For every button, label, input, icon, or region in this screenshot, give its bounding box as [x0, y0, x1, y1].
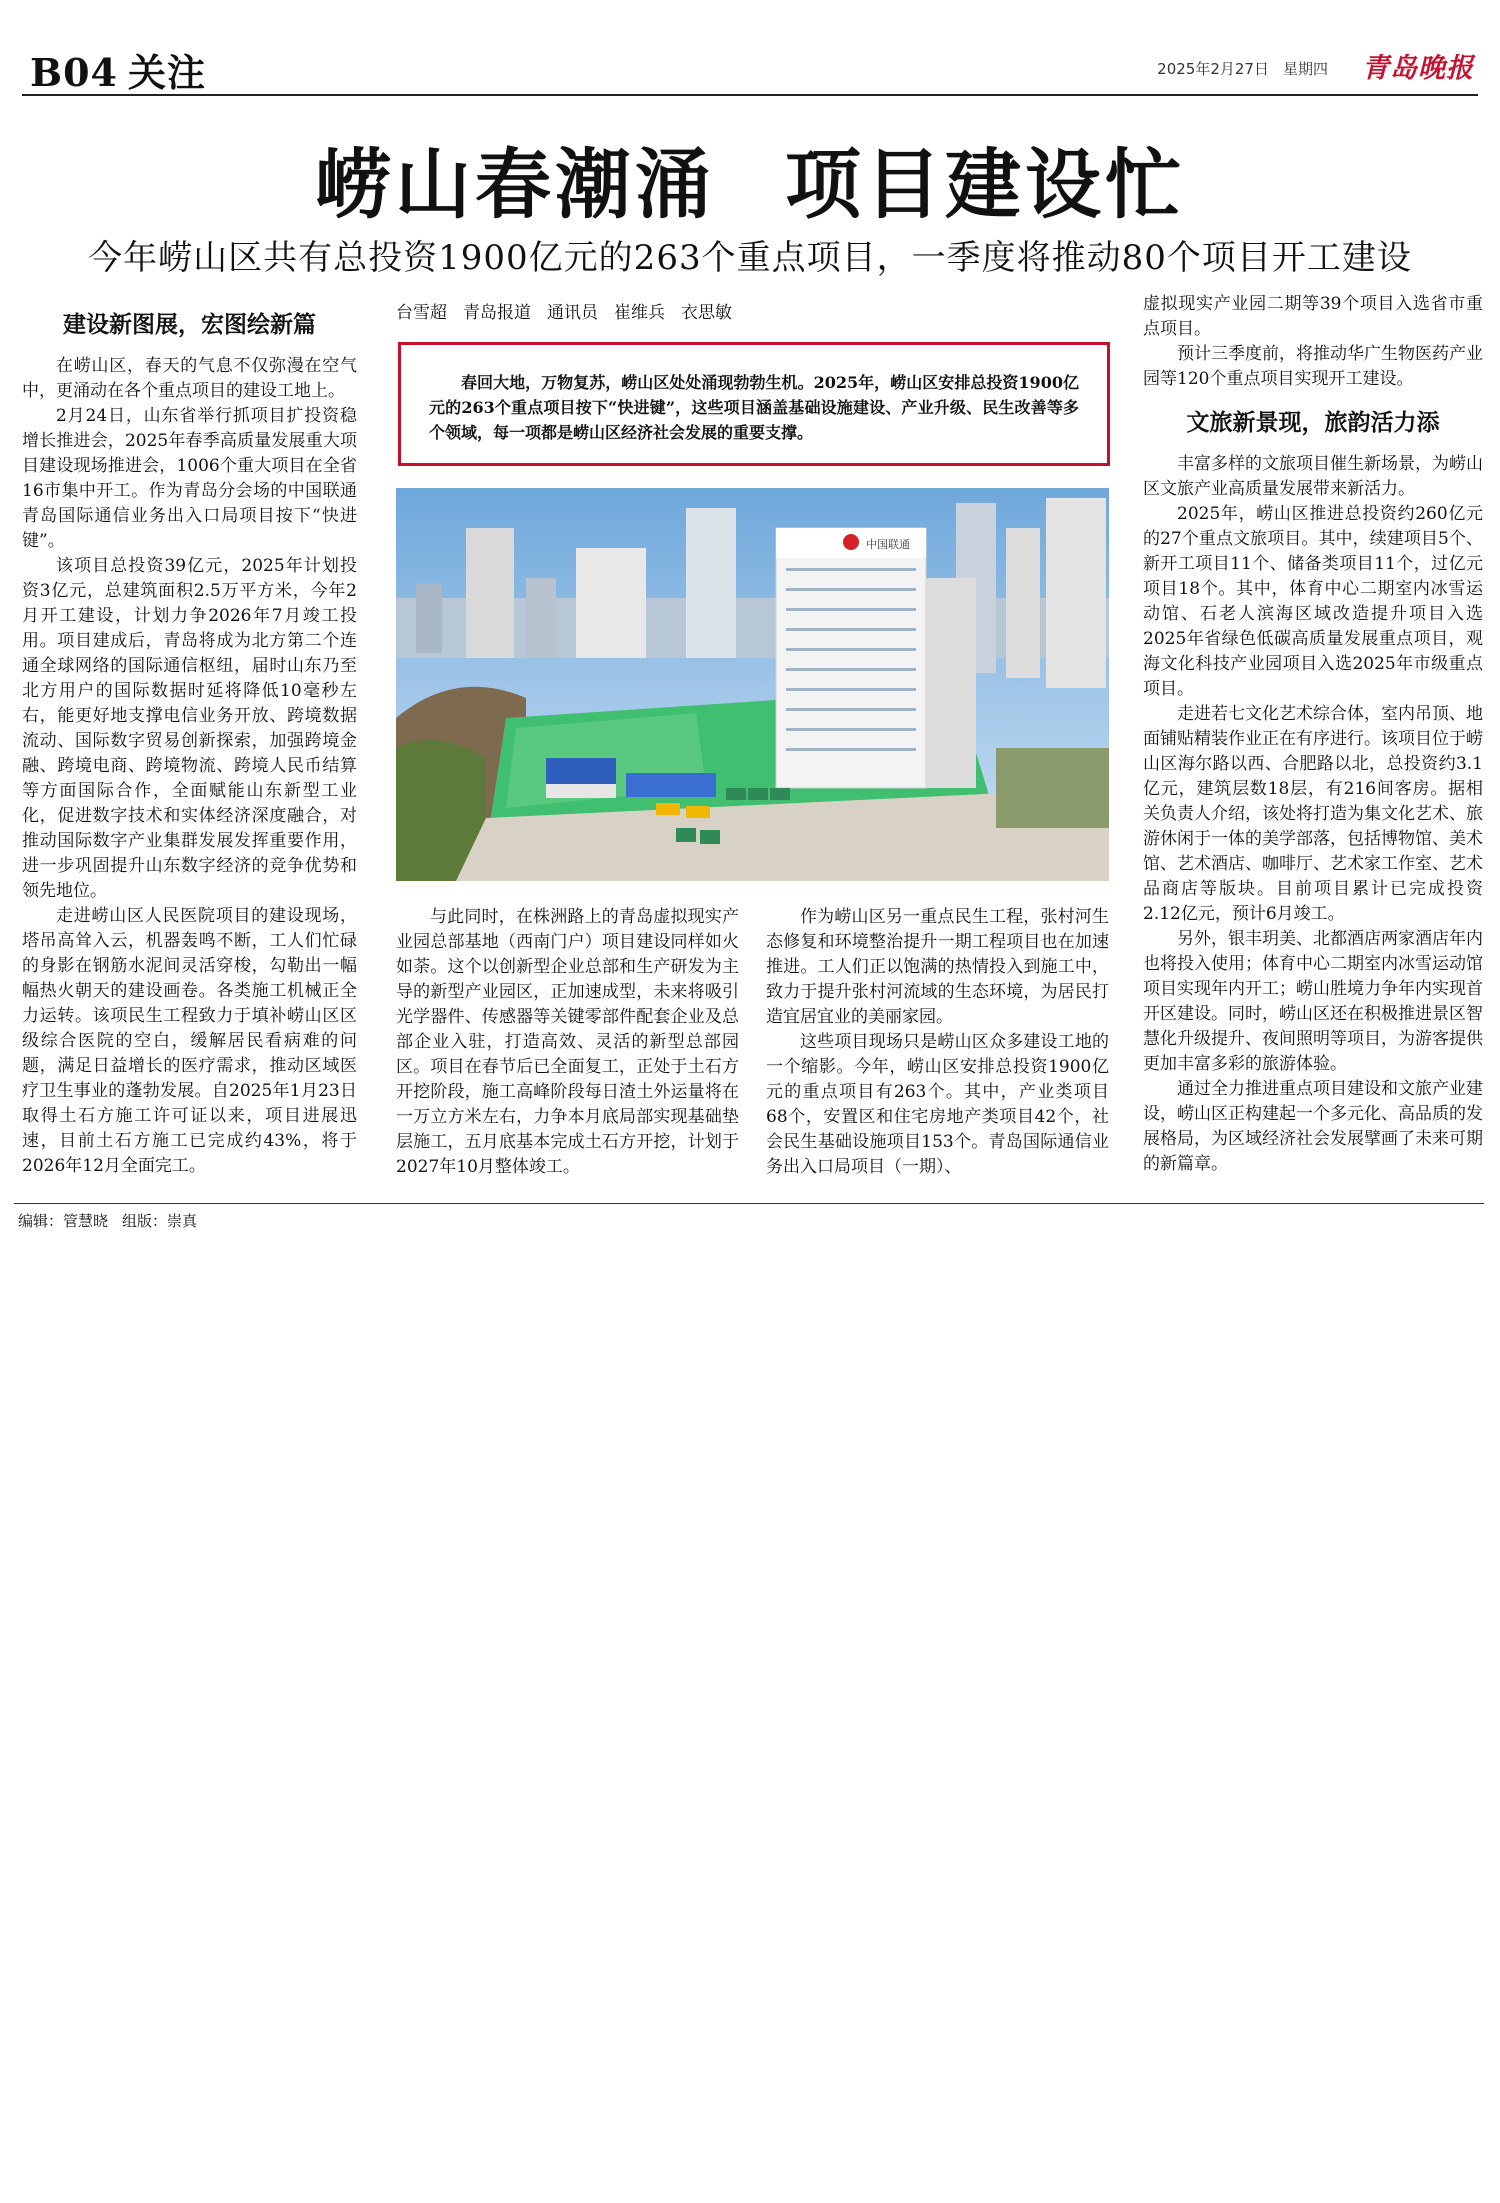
- byline-role: 通讯员: [547, 303, 598, 323]
- lead-box: [398, 342, 1110, 466]
- paragraph: 这些项目现场只是崂山区众多建设工地的一个缩影。今年，崂山区安排总投资1900亿元的重点项目有263个。其中，产业类项目68个，安置区和住宅房地产类项目42个，社会民生基础设施项目153个。青岛国际通信业务出入口局项目（一期）、: [766, 1032, 1109, 1177]
- section-name: 关注: [128, 50, 207, 95]
- section-heading-culture-tourism: 文旅新景现，旅韵活力添: [1186, 409, 1440, 436]
- layout-credit: 组版：崇真: [122, 1212, 198, 1230]
- editor-credit: 编辑：管慧晓: [18, 1212, 109, 1230]
- headline-part-1: 崂山春潮涌: [315, 140, 715, 229]
- page-footer: [18, 1210, 211, 1231]
- headline: [0, 124, 1500, 233]
- paragraph: 走进若七文化艺术综合体，室内吊顶、地面铺贴精装作业正在有序进行。该项目位于崂山区海尔路以西、合肥路以北，总投资约3.1亿元，建筑层数18层，有216间客房。据相关负责人介绍，该处将打造为集文化艺术、旅游休闲于一体的美学部落，包括博物馆、美术馆、艺术酒店、咖啡厅、艺术家工作室、艺术品商店等版块。目前项目累计已完成投资2.12亿元，预计6月竣工。: [1143, 704, 1483, 924]
- paragraph: 在崂山区，春天的气息不仅弥漫在空气中，更涌动在各个重点项目的建设工地上。: [22, 356, 357, 401]
- column-1: [22, 306, 357, 1179]
- column-3: [766, 905, 1109, 1180]
- headline-part-2: 项目建设忙: [785, 140, 1185, 229]
- section-heading-construction: 建设新图展，宏图绘新篇: [63, 311, 316, 338]
- page-label: [30, 42, 206, 97]
- paragraph: 2025年，崂山区推进总投资约260亿元的27个重点文旅项目。其中，续建项目5个、新开工项目11个、储备类项目11个，过亿元项目18个。其中，体育中心二期室内冰雪运动馆、石老人滨海区域改造提升项目入选2025年省绿色低碳高质量发展重点项目，观海文化科技产业园项目入选2025年市级重点项目。: [1143, 504, 1483, 699]
- byline-source: 青岛报道: [463, 303, 531, 323]
- paragraph: 预计三季度前，将推动华广生物医药产业园等120个重点项目实现开工建设。: [1143, 344, 1483, 389]
- subheadline: 今年崂山区共有总投资1900亿元的263个重点项目，一季度将推动80个项目开工建设: [88, 238, 1412, 278]
- paragraph: 作为崂山区另一重点民生工程，张村河生态修复和环境整治提升一期工程项目也在加速推进。工人们正以饱满的热情投入到施工中，致力于提升张村河流域的生态环境，为居民打造宜居宜业的美丽家园。: [766, 907, 1109, 1027]
- correspondent-name: 崔维兵: [614, 303, 665, 323]
- lead-text: 春回大地，万物复苏，崂山区处处涌现勃勃生机。2025年，崂山区安排总投资1900亿元的263个重点项目按下“快进键”，这些项目涵盖基础设施建设、产业升级、民生改善等多个领域，每一项都是崂山区经济社会发展的重要支撑。: [429, 373, 1079, 442]
- reporter-name: 台雪超: [396, 303, 447, 323]
- column-2: [396, 905, 739, 1180]
- paragraph: 2月24日，山东省举行抓项目扩投资稳增长推进会，2025年春季高质量发展重大项目建设现场推进会，1006个重大项目在全省16市集中开工。作为青岛分会场的中国联通青岛国际通信业务出入口局项目按下“快进键”。: [22, 406, 357, 551]
- issue-weekday: 星期四: [1282, 60, 1328, 78]
- paragraph-continued: 虚拟现实产业园二期等39个项目入选省市重点项目。: [1143, 294, 1483, 339]
- page-header: [22, 38, 1478, 96]
- construction-site-photo: [396, 488, 1109, 881]
- dateline: [1143, 58, 1328, 79]
- paragraph: 丰富多样的文旅项目催生新场景，为崂山区文旅产业高质量发展带来新活力。: [1143, 454, 1483, 499]
- paragraph: 该项目总投资39亿元，2025年计划投资3亿元，总建筑面积2.5万平方米，今年2月开工建设，计划力争2026年7月竣工投用。项目建成后，青岛将成为北方第二个连通全球网络的国际通信枢纽，届时山东乃至北方用户的国际数据时延将降低10毫秒左右，能更好地支撑电信业务开放、跨境数据流动、国际数字贸易创新探索，加强跨境金融、跨境电商、跨境物流、跨境人民币结算等方面国际合作，全面赋能山东新型工业化，促进数字技术和实体经济深度融合，对推动国际数字产业集群发展发挥重要作用，进一步巩固提升山东数字经济的竞争优势和领先地位。: [22, 556, 357, 901]
- paragraph: 走进崂山区人民医院项目的建设现场，塔吊高耸入云，机器轰鸣不断，工人们忙碌的身影在钢筋水泥间灵活穿梭，勾勒出一幅幅热火朝天的建设画卷。各类施工机械正全力运转。该项民生工程致力于填补崂山区区级综合医院的空白，缓解居民看病难的问题，满足日益增长的医疗需求，推动区域医疗卫生事业的蓬勃发展。自2025年1月23日取得土石方施工许可证以来，项目进展迅速，目前土石方施工已完成约43%，将于2026年12月全面完工。: [22, 906, 357, 1176]
- paragraph: 与此同时，在株洲路上的青岛虚拟现实产业园总部基地（西南门户）项目建设同样如火如荼。这个以创新型企业总部和生产研发为主导的新型产业园区，正加速成型，未来将吸引光学器件、传感器等关键零部件配套企业及总部企业入驻，打造高效、灵活的新型总部园区。项目在春节后已全面复工，正处于土石方开挖阶段，施工高峰阶段每日渣土外运量将在一万立方米左右，力争本月底局部实现基础垫层施工，五月底基本完成土石方开挖，计划于2027年10月整体竣工。: [396, 907, 739, 1177]
- column-4: [1143, 292, 1483, 1177]
- issue-date: 2025年2月27日: [1157, 60, 1269, 78]
- paragraph: 另外，银丰玥美、北都酒店两家酒店年内也将投入使用；体育中心二期室内冰雪运动馆项目实现年内开工；崂山胜境力争年内实现首开区建设。同时，崂山区还在积极推进景区智慧化升级提升、夜间照明等项目，为游客提供更加丰富多彩的旅游体验。: [1143, 929, 1483, 1074]
- page-number: B04: [30, 50, 118, 95]
- newspaper-logo: 青岛晚报: [1362, 53, 1474, 84]
- paragraph: 通过全力推进重点项目建设和文旅产业建设，崂山区正构建起一个多元化、高品质的发展格局，为区域经济社会发展擘画了未来可期的新篇章。: [1143, 1079, 1483, 1174]
- building-sign: 中国联通: [866, 538, 910, 551]
- byline: [396, 298, 748, 323]
- photo-illustration: [396, 488, 1109, 881]
- correspondent-name: 衣思敏: [681, 303, 732, 323]
- footer-divider: [14, 1203, 1484, 1204]
